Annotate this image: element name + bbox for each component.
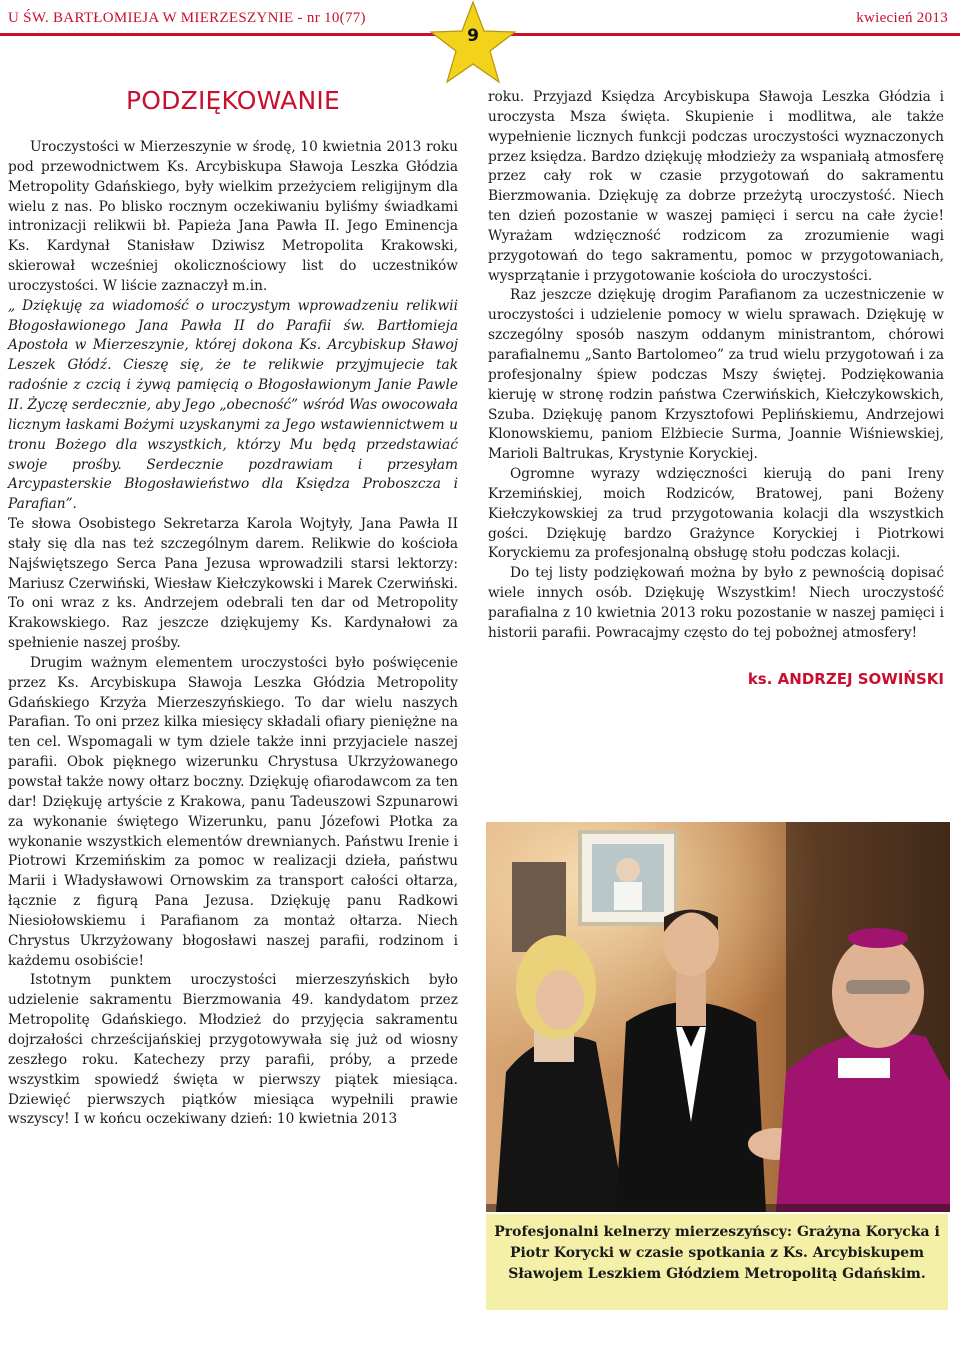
article-column-left (8, 86, 458, 1130)
page-number-badge (428, 0, 518, 86)
paragraph-intro: Uroczystości w Mierzeszynie w środę, 10 kwietnia 2013 roku pod przewodnictwem Ks. Arcybiskupa Sławoja Leszka Głódzia Metropolity Gdańskiego, były wielkim przeżyciem religijnym dla wielu z nas. Po blisko rocznym oczekiwaniu byliśmy świadkami intronizacji relikwii bł. Papieża Jana Pawła II. Jego Eminencja Ks. Kardynał Stanisław Dziwisz Metropolita Krakowski, skierował wcześniej okolicznościowy list do uczestników uroczystości. W liście zaznaczył m.in. (8, 139, 458, 294)
photo-illustration (486, 822, 950, 1212)
paragraph-relics: Te słowa Osobistego Sekretarza Karola Wojtyły, Jana Pawła II stały się dla nas też szczególnym darem. Relikwie do kościoła Najświętszego Serca Pana Jezusa wprowadzili starsi lektorzy: Mariusz Czerwiński, Wiesław Kiełczykowski i Marek Czerwiński. To oni wraz z ks. Andrzejem odebrali ten dar od Metropolity Krakowskiego. Raz jeszcze dziękujemy Ks. Kardynałowi za spełnienie naszej prośby. (8, 516, 458, 652)
paragraph-confirmation-cont: roku. Przyjazd Księdza Arcybiskupa Sławoja Leszka Głódzia i uroczysta Msza święta. Skupienie i modlitwa, ale także wypełnienie licznych funkcji podczas uroczystości wyznaczonych przez księdza. Bardzo dziękuję młodzieży za wspaniałą atmosferę przez cały rok w czasie przygotowań do sakramentu Bierzmowania. Dziękuję za dobrze przeżytą uroczystość. Niech ten dzień pozostanie w waszej pamięci i sercu na całe życie! Wyrażam wdzięczność rodzicom za zrozumienie wagi przygotowań do tego sakramentu, pomoc w przygotowaniach, wysprzątanie i przygotowanie kościoła do uroczystości. (488, 89, 944, 284)
paragraph-quote: „ Dziękuję za wiadomość o uroczystym wprowadzeniu relikwii Błogosławionego Jana Pawła II do Parafii św. Bartłomieja Apostoła w Mierzeszynie, której dokona Ks. Arcybiskup Sławoj Leszek Głódź. Cieszę się, że te relikwie przyjmujecie tak radośnie z czcią i żywą pamięcią o Błogosławionym Janie Pawle II. Życzę serdecznie, aby Jego „obecność” wśród Was owocowała licznym łaskami Bożymi uzyskanymi za Jego wstawiennictwem u tronu Bożego dla wszystkich, którzy Mu będą przedstawiać swoje prośby. Serdecznie pozdrawiam i przesyłam Arcypasterskie Błogosławieństwo dla Księdza Proboszcza i Parafian”. (8, 297, 459, 513)
article-column-right (488, 88, 944, 689)
photo-caption: Profesjonalni kelnerzy mierzeszyńscy: Grażyna Korycka i Piotr Korycki w czasie spotkania z Ks. Arcybiskupem Sławojem Leszkiem Głódziem Metropolitą Gdańskim. (494, 1224, 940, 1282)
article-title: PODZIĘKOWANIE (126, 86, 340, 115)
paragraph-thanks-parishioners: Raz jeszcze dziękuję drogim Parafianom za uczestniczenie w uroczystości i udzielenie pomocy w wielu sprawach. Dziękuję w szczególny sposób naszym oddanym ministrantom, chórowi parafialnemu „Santo Bartolomeo” za trud wielu przygotowań i za profesjonalny śpiew podczas Mszy świętej. Podziękowania kieruję w stronę rodzin państwa Czerwińskich, Kiełczykowskich, Szuba. Dziękuję panom Krzysztofowi Peplińskiemu, Andrzejowi Klonowskiemu, paniom Elżbiecie Surma, Joannie Wiśniewskiej, Marioli Baltrukas, Krystynie Koryckiej. (488, 287, 944, 463)
header-parish-issue: U ŚW. BARTŁOMIEJA W MIERZESZYNIE - nr 10(77) (8, 10, 366, 26)
paragraph-confirmation: Istotnym punktem uroczystości mierzeszyńskich było udzielenie sakramentu Bierzmowania 49. kandydatom przez Metropolitę Gdańskiego. Młodzież do przyjęcia sakramentu dojrzałości chrześcijańskiej przygotowywała się już od wiosny zeszłego roku. Katechezy przy parafii, próby, a przede wszystkim spowiedź święta w pierwszy piątek miesiąca. Dziewięć pierwszych piątków miesiąca wypełnili prawie wszyscy! I w końcu oczekiwany dzień: 10 kwietnia 2013 (8, 972, 458, 1128)
paragraph-thanks-dinner: Ogromne wyrazy wdzięczności kierują do pani Ireny Krzemińskiej, moich Rodziców, Bratowej, pani Bożeny Kiełczykowskiej za trud przygotowania kolacji dla wszystkich gości. Dziękuję bardzo Grażynce Koryckiej i Piotrkowi Koryckiemu za profesjonalną obsługę stołu podczas kolacji. (488, 466, 944, 562)
event-photo (486, 822, 950, 1212)
article-signature: ks. ANDRZEJ SOWIŃSKI (747, 669, 944, 688)
paragraph-closing: Do tej listy podziękowań można by było z pewnością dopisać wiele innych osób. Dziękuję Wszystkim! Niech uroczystość parafialna z 10 kwietnia 2013 roku pozostanie w naszej pamięci i historii parafii. Powracajmy często do tej pobożnej atmosfery! (488, 565, 944, 641)
header-date: kwiecień 2013 (856, 10, 948, 26)
page-number: 9 (467, 26, 479, 46)
paragraph-cross: Drugim ważnym elementem uroczystości było poświęcenie przez Ks. Arcybiskupa Sławoja Leszka Głódzia Metropolity Gdańskiego Krzyża Mierzeszyńskiego. To dar wielu naszych Parafian. To oni przez kilka miesięcy składali ofiary pieniężne na ten cel. Wspomagali w tym dziele także inni przyjaciele naszej parafii. Obok pięknego wizerunku Chrystusa Ukrzyżowanego powstał także nowy ołtarz boczny. Dziękuję ofiarodawcom za ten dar! Dziękuję artyście z Krakowa, panu Tadeuszowi Szpunarowi za wykonanie świętego Wizerunku, panu Józefowi Płotka za wykonanie wszystkich elementów drewnianych. Państwu Irenie i Piotrowi Krzemińskim za pomoc w realizacji dzieła, państwu Marii i Władysławowi Ornowskim za transport całości ołtarza, łącznie z figurą Pana Jezusa. Dziękuję panu Radkowi Niesiołowskiemu i Parafianom za montaż ołtarza. Niech Chrystus Ukrzyżowany błogosławi naszej parafii, rodzinom i każdemu osobiście! (8, 654, 458, 969)
